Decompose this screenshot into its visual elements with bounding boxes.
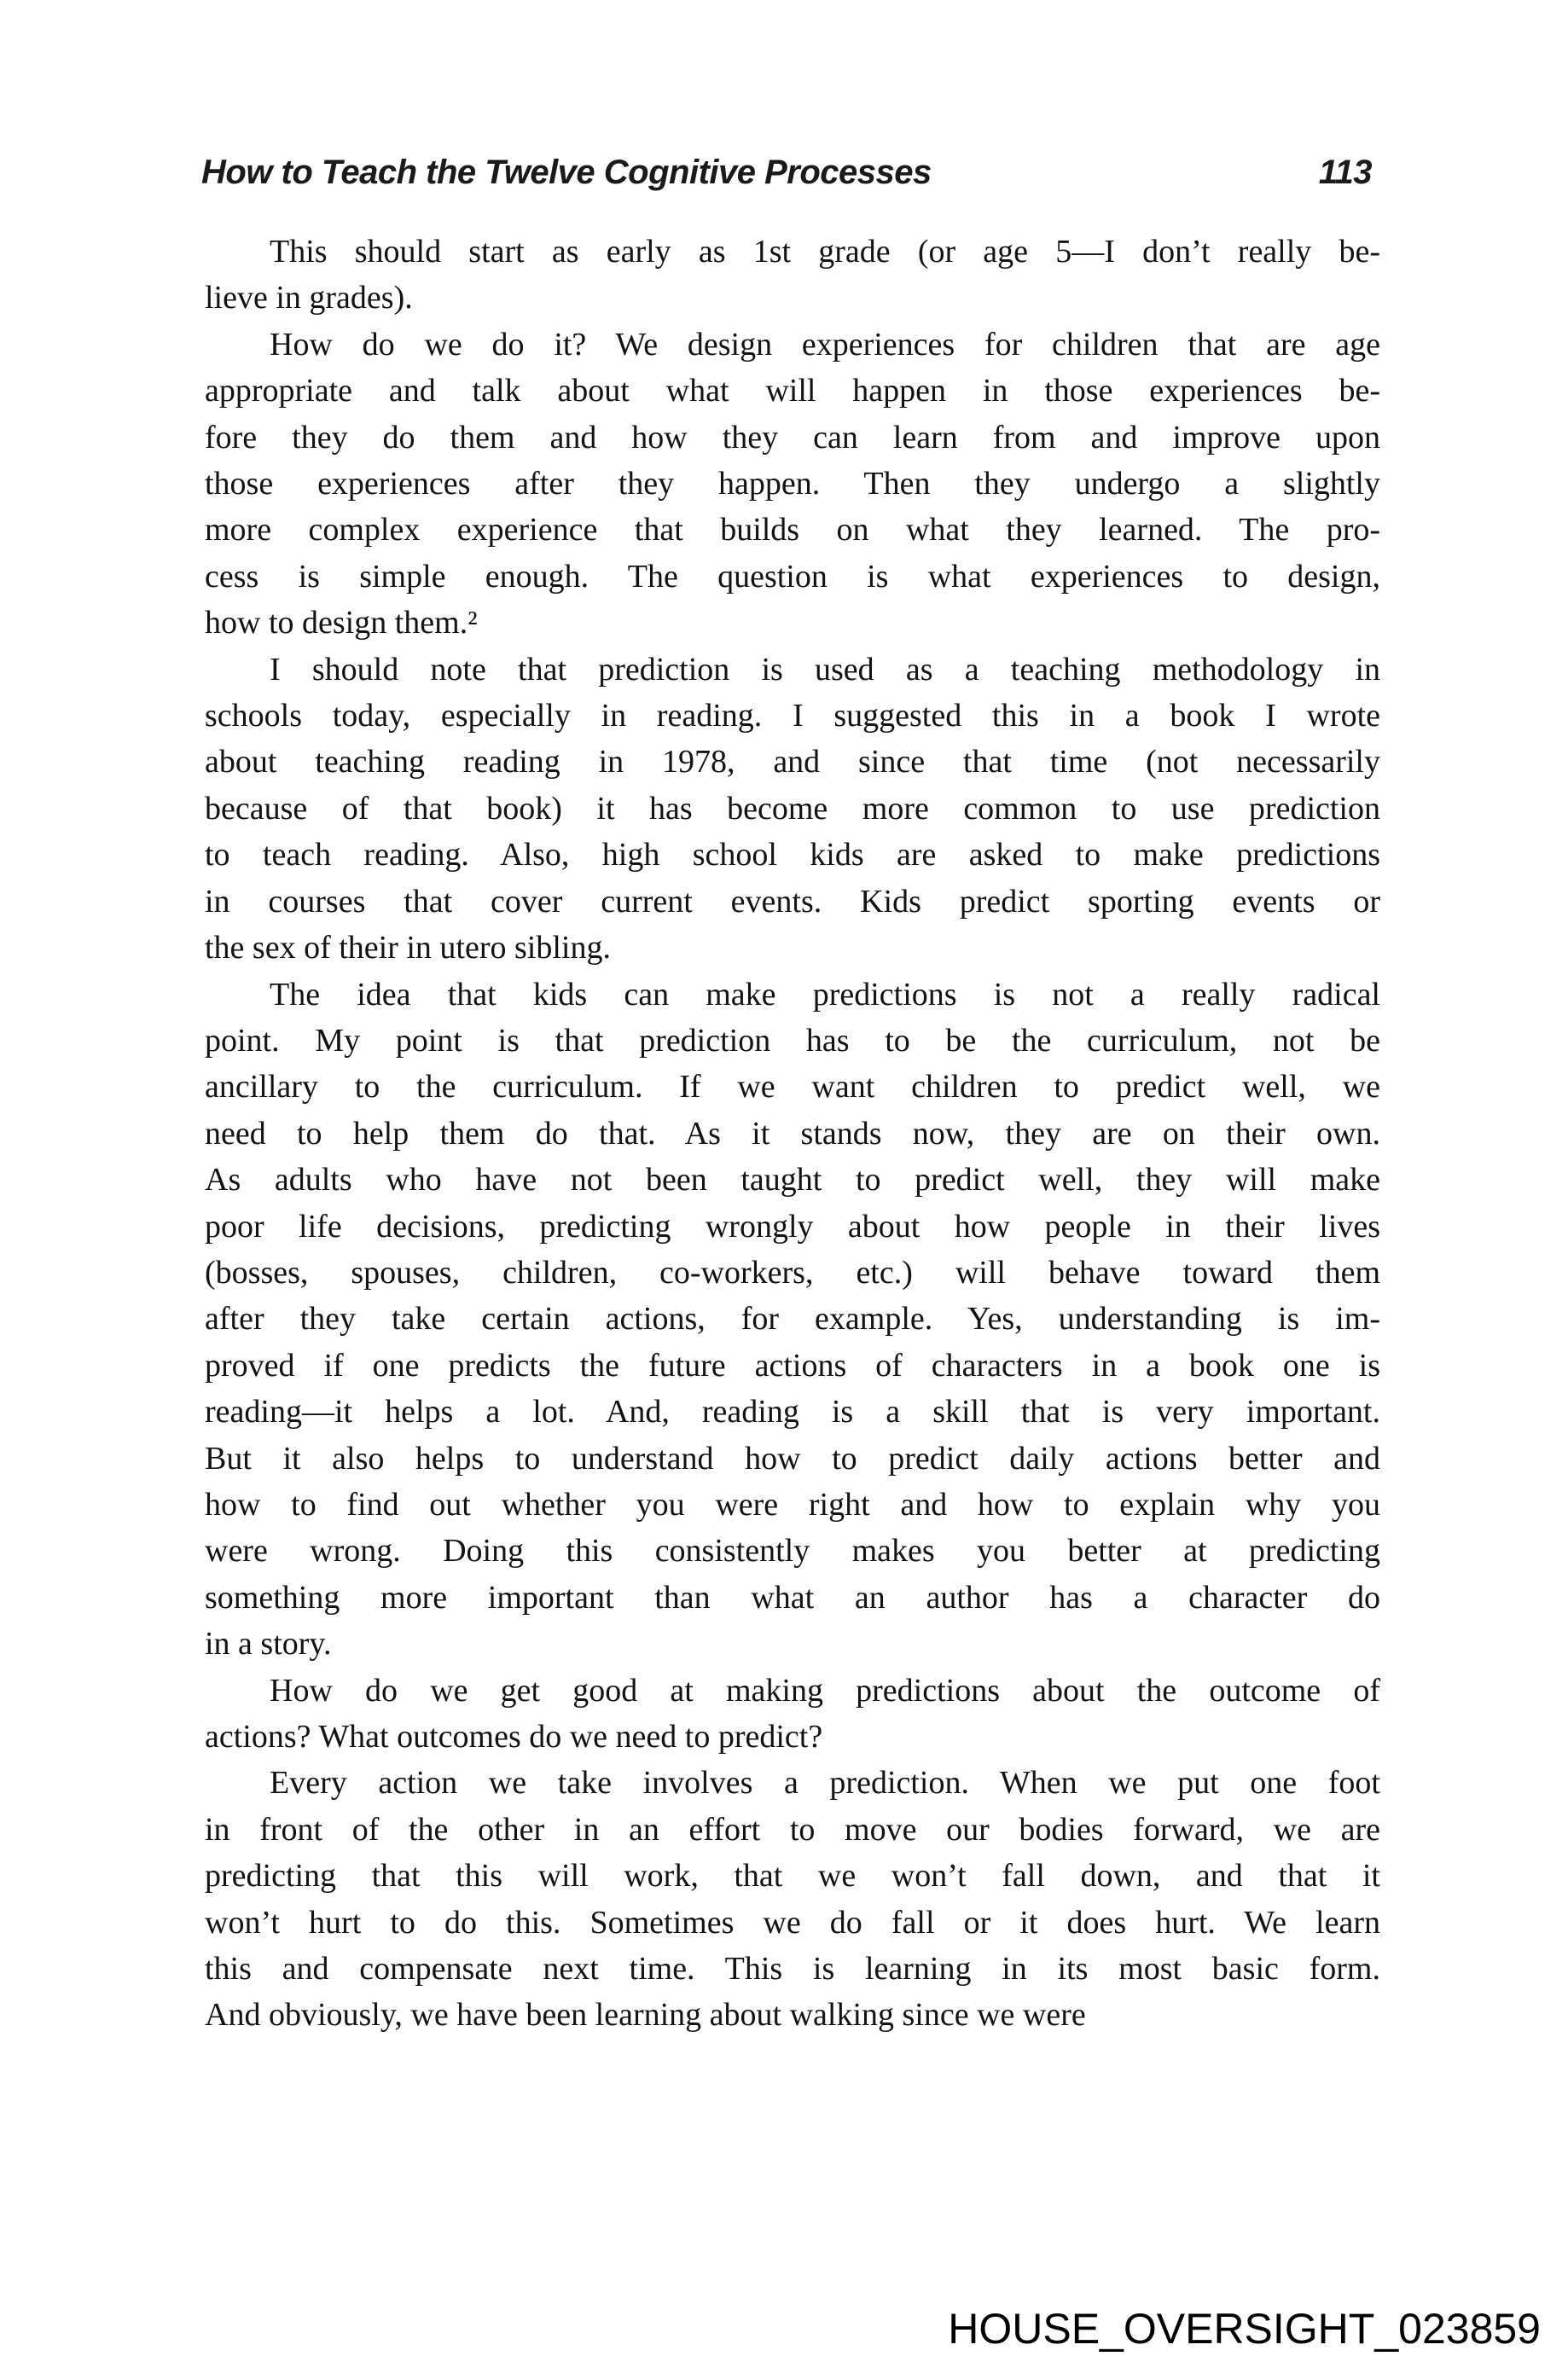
text-line: how to design them.² <box>205 605 478 641</box>
text-line: As adults who have not been taught to predict well, they will make <box>205 1162 1380 1198</box>
page-number: 113 <box>1318 154 1372 191</box>
text-line: The idea that kids can make predictions is not a really radical <box>270 976 1380 1013</box>
text-line: because of that book) it has become more common to use prediction <box>205 790 1380 827</box>
text-line: this and compensate next time. This is learning in its most basic form. <box>205 1951 1380 1988</box>
text-line: But it also helps to understand how to predict daily actions better and <box>205 1440 1380 1477</box>
text-line: I should note that prediction is used as a teaching methodology in <box>270 651 1380 688</box>
text-line: And obviously, we have been learning about walking since we were <box>205 1997 1086 2034</box>
page-title: How to Teach the Twelve Cognitive Processes <box>201 154 932 191</box>
running-header <box>201 154 1372 192</box>
text-line: (bosses, spouses, children, co-workers, etc.) will behave toward them <box>205 1254 1380 1291</box>
text-line: This should start as early as 1st grade (or age 5—I don’t really be- <box>270 234 1380 270</box>
text-line: in courses that cover current events. Kids predict sporting events or <box>205 883 1380 920</box>
text-line: need to help them do that. As it stands now, they are on their own. <box>205 1115 1380 1152</box>
text-line: proved if one predicts the future actions of characters in a book one is <box>205 1347 1380 1384</box>
text-line: cess is simple enough. The question is what experiences to design, <box>205 558 1380 595</box>
bates-stamp: HOUSE_OVERSIGHT_023859 <box>948 2305 1541 2353</box>
text-line: were wrong. Doing this consistently makes you better at predicting <box>205 1533 1380 1570</box>
text-line: schools today, especially in reading. I suggested this in a book I wrote <box>205 698 1380 734</box>
text-line: about teaching reading in 1978, and since that time (not necessarily <box>205 744 1380 781</box>
text-line: in a story. <box>205 1626 332 1663</box>
text-line: predicting that this will work, that we won’t fall down, and that it <box>205 1858 1380 1895</box>
text-line: won’t hurt to do this. Sometimes we do fall or it does hurt. We learn <box>205 1904 1380 1941</box>
text-line: fore they do them and how they can learn from and improve upon <box>205 419 1380 456</box>
text-line: poor life decisions, predicting wrongly about how people in their lives <box>205 1208 1380 1245</box>
text-line: ancillary to the curriculum. If we want children to predict well, we <box>205 1069 1380 1106</box>
text-line: lieve in grades). <box>205 280 413 316</box>
body-text <box>205 229 1380 2039</box>
text-line: after they take certain actions, for example. Yes, understanding is im- <box>205 1301 1380 1338</box>
text-line: to teach reading. Also, high school kids are asked to make predictions <box>205 837 1380 873</box>
text-line: something more important than what an author has a character do <box>205 1579 1380 1616</box>
text-line: How do we do it? We design experiences for children that are age <box>270 326 1380 363</box>
text-line: appropriate and talk about what will happen in those experiences be- <box>205 373 1380 409</box>
text-line: in front of the other in an effort to move our bodies forward, we are <box>205 1811 1380 1848</box>
text-line: reading—it helps a lot. And, reading is a skill that is very important. <box>205 1394 1380 1431</box>
text-line: the sex of their in utero sibling. <box>205 930 611 966</box>
text-line: those experiences after they happen. Then they undergo a slightly <box>205 466 1380 502</box>
text-line: How do we get good at making predictions about the outcome of <box>270 1672 1380 1709</box>
text-line: more complex experience that builds on what they learned. The pro- <box>205 512 1380 548</box>
text-line: how to find out whether you were right and how to explain why you <box>205 1486 1380 1523</box>
text-line: actions? What outcomes do we need to predict? <box>205 1719 823 1755</box>
text-line: point. My point is that prediction has to be the curriculum, not be <box>205 1022 1380 1059</box>
text-line: Every action we take involves a prediction. When we put one foot <box>270 1765 1380 1802</box>
